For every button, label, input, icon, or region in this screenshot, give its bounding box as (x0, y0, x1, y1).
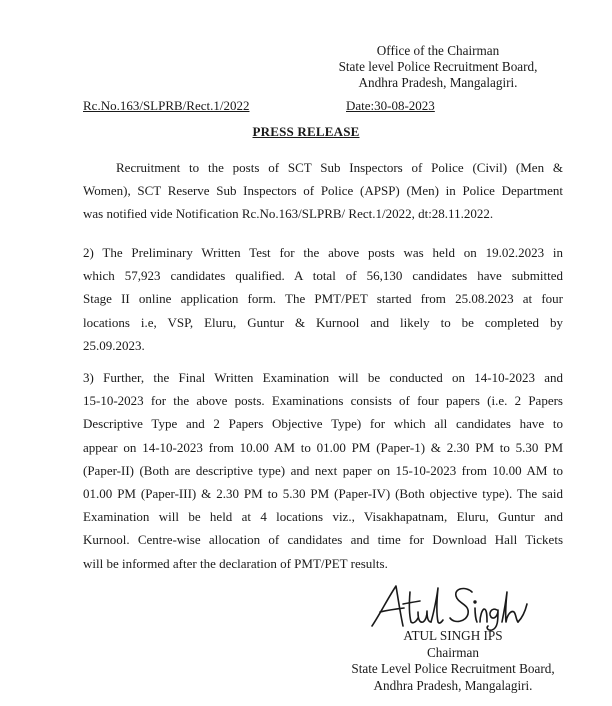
handwritten-signature (370, 582, 530, 632)
office-line-2: State level Police Recruitment Board, (338, 59, 538, 74)
document-date: Date:30-08-2023 (346, 98, 435, 113)
signatory-org-line-2: Andhra Pradesh, Mangalagiri. (373, 677, 533, 693)
signatory-org-line-1: State Level Police Recruitment Board, (351, 661, 555, 676)
office-line-1: Office of the Chairman (376, 43, 500, 58)
paragraph-line: 15-10-2023 for the above posts. Examinations consists of four papers (i.e. 2 Papers (83, 393, 563, 409)
paragraph-1 (83, 156, 563, 226)
paragraph-line: locations i.e, VSP, Eluru, Guntur & Kurnool and likely to be completed by (83, 314, 563, 330)
paragraph-line: Stage II online application form. The PMT/PET started from 25.08.2023 at four (83, 291, 563, 307)
signatory-designation: Chairman (426, 644, 479, 660)
paragraph-line: 3) Further, the Final Written Examination will be conducted on 14-10-2023 and (83, 370, 563, 385)
paragraph-line: Examination will be held at 4 locations viz., Visakhapatnam, Eluru, Guntur and (83, 509, 563, 525)
paragraph-line: will be informed after the declaration of PMT/PET results. (83, 555, 388, 571)
paragraph-line: (Paper-II) (Both are descriptive type) and next paper on 15-10-2023 from 10.00 AM to (83, 462, 563, 478)
paragraph-line: 2) The Preliminary Written Test for the above posts was held on 19.02.2023 in (83, 245, 563, 260)
paragraph-line: which 57,923 candidates qualified. A total of 56,130 candidates have submitted (83, 268, 563, 284)
paragraph-line: Descriptive Type and 2 Papers Objective Type) for which all candidates have to (83, 416, 563, 432)
signatory-name: ATUL SINGH IPS (403, 628, 503, 643)
office-header (308, 43, 568, 91)
signature-block (318, 628, 588, 694)
reference-number: Rc.No.163/SLPRB/Rect.1/2022 (83, 98, 250, 113)
office-line-3: Andhra Pradesh, Mangalagiri. (358, 75, 518, 90)
paragraph-line: Recruitment to the posts of SCT Sub Inspectors of Police (Civil) (Men & (116, 160, 563, 175)
paragraph-2 (83, 241, 563, 357)
paragraph-line: was notified vide Notification Rc.No.163/SLPRB/ Rect.1/2022, dt:28.11.2022. (83, 206, 494, 222)
paragraph-line: Women), SCT Reserve Sub Inspectors of Police (APSP) (Men) in Police Department (83, 183, 563, 199)
paragraph-line: appear on 14-10-2023 from 10.00 AM to 01.00 PM (Paper-1) & 2.30 PM to 5.30 PM (83, 439, 563, 455)
paragraph-line: Kurnool. Centre-wise allocation of candidates and time for Download Hall Tickets (83, 532, 563, 548)
page-title: PRESS RELEASE (252, 124, 360, 139)
paragraph-3 (83, 366, 563, 575)
paragraph-line: 25.09.2023. (83, 337, 145, 353)
paragraph-line: 01.00 PM (Paper-III) & 2.30 PM to 5.30 PM (Paper-IV) (Both objective type). The said (83, 485, 563, 501)
